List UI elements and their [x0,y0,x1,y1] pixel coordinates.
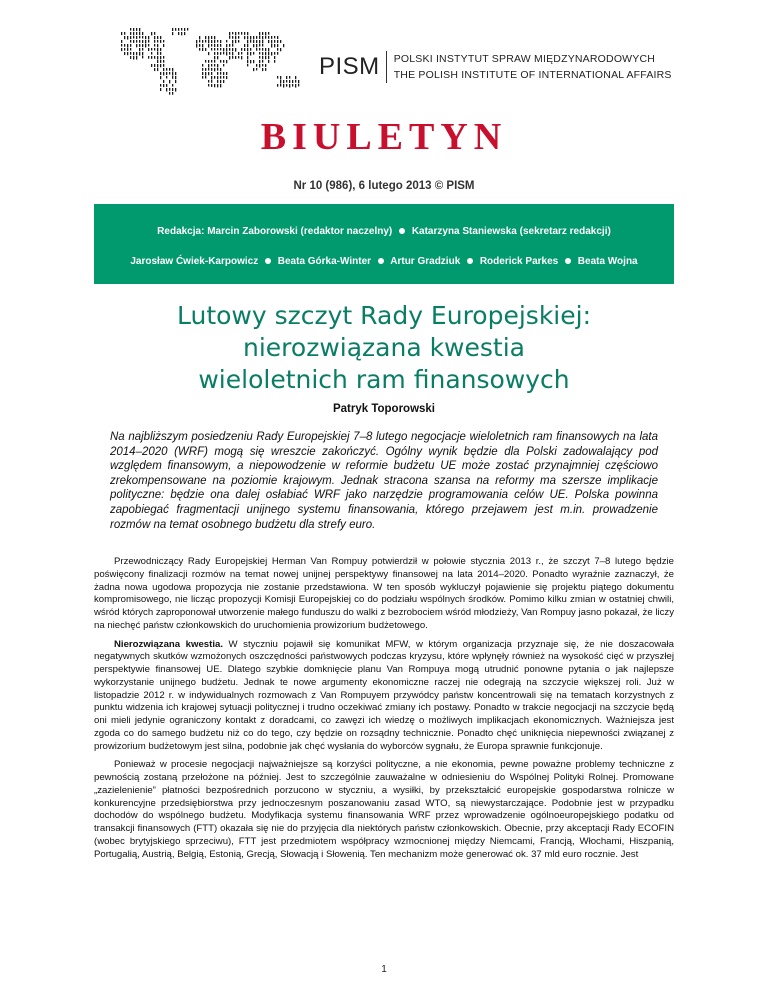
world-map-logo-icon [110,22,315,100]
pism-logo [319,49,672,85]
section-heading: Nierozwiązana kwestia. [114,638,223,650]
article-body [94,556,674,867]
article-title-line: wieloletnich ram finansowych [198,365,570,394]
editor-name: Artur Gradziuk [390,256,461,267]
header [0,0,768,110]
editorial-board-box [94,204,674,284]
article-title [94,300,674,396]
editor-name: Roderick Parkes [479,256,559,267]
editor-name: Jarosław Ćwiek-Karpowicz [130,256,259,267]
institute-name-en: THE POLISH INSTITUTE OF INTERNATIONAL AFFAIRS [393,69,672,81]
article-author: Patryk Toporowski [332,403,436,415]
institute-name [387,51,672,83]
pism-logo-mark: PISM [319,51,387,83]
editor-name: Beata Wojna [577,256,638,267]
body-paragraph-text: W styczniu pojawił się komunikat MFW, w którym organizacja przyznaje się, że nie doszacowała negatywnych skutków wzmożonych oszczędności państwowych podczas kryzysu, które wpłynęły również na wysokość cięć w przyszłej perspektywie finansowej UE. Dlatego szybkie domknięcie planu Van Rompuya mogą utrudnić ponowne pytania o jak najlepsze wykorzystanie unijnego budżetu. Jednak te nowe argumenty ekonomiczne raczej nie odegrają na szczycie większej roli. Już w listopadzie 2012 r. w indywidualnych rozmowach z Van Rompuyem przywódcy państw koncentrowali się na tematach korzystnych z punktu widzenia ich krajowej sytuacji politycznej i trudno oczekiwać zmiany ich postawy. Ponadto w trakcie negocjacji na szczycie będą oni mieli jedynie ograniczony kontakt z doradcami, co zawęzi ich wiedzę o możliwych implikacjach ekonomicznych. Ważniejsza jest zgoda co do samego budżetu niż co do tego, czy będzie on rozsądny technicznie. Ponadto chęć uniknięcia niepewności związanej z prowizorium budżetowym jest silna, podobnie jak chęć wysłania do wyborców sygnału, że Europa sprawnie funkcjonuje. [94,638,674,752]
editorial-board-line-1 [94,217,674,247]
bulletin-title: BIULETYN [260,116,508,158]
editor-in-chief: Redakcja: Marcin Zaborowski (redaktor naczelny) [157,226,393,237]
institute-name-pl: POLSKI INSTYTUT SPRAW MIĘDZYNARODOWYCH [393,53,656,65]
bullet-icon [399,228,405,234]
body-paragraph [94,639,674,754]
editorial-secretary: Katarzyna Staniewska (sekretarz redakcji) [411,226,611,237]
article-lead: Na najbliższym posiedzeniu Rady Europejskiej 7–8 lutego negocjacje wieloletnich ram finansowych na lata 2014–2020 (WRF) mogą się wreszcie zakończyć. Ogólny wynik będzie dla Polski zadowalający pod względem finansowym, a niepowodzenie w reformie budżetu UE może zostać przynajmniej częściowo zrekompensowane na poziomie krajowym. Jednak stracona szansa na reformy ma szersze implikacje polityczne: będzie ona dalej osłabiać WRF jako narzędzie programowania celów UE. Polska powinna zapobiegać fragmentacji unijnego systemu finansowania, którego przejawem jest m.in. prowadzenie rozmów na temat osobnego budżetu dla strefy euro. [110,431,658,531]
body-paragraph: Ponieważ w procesie negocjacji najważniejsze są korzyści polityczne, a nie ekonomia, pewne poważne problemy techniczne z pewnością zostaną przełożone na później. Jest to szczególnie zauważalne w odniesieniu do Wspólnej Polityki Rolnej. Promowane „zazielenienie” płatności bezpośrednich porzucono w styczniu, a wysiłki, by przekształcić europejskie gospodarstwa rolnicze w konkurencyjne przedsiębiorstwa przy jednoczesnym poszanowaniu zasad WTO, są niewystarczające. Podobnie jest w przypadku dochodów do wspólnego budżetu. Modyfikacja systemu finansowania WRF przez wprowadzenie ogólnoeuropejskiego podatku od transakcji finansowych (FTT) okazała się nie do przyjęcia dla niektórych państw członkowskich. Obecnie, przy akceptacji Rady ECOFIN (wobec brytyjskiego sprzeciwu), FTT jest przedmiotem współpracy wzmocnionej między Niemcami, Francją, Włochami, Hiszpanią, Portugalią, Austrią, Belgią, Estonią, Grecją, Słowacją i Słowenią. Ten mechanizm może generować ok. 37 mld euro rocznie. Jest [94,759,674,860]
issue-line: Nr 10 (986), 6 lutego 2013 © PISM [293,180,475,192]
bullet-icon [467,258,473,264]
bullet-icon [565,258,571,264]
article-title-line: nierozwiązana kwestia [243,333,525,362]
bullet-icon [265,258,271,264]
article-title-line: Lutowy szczyt Rady Europejskiej: [177,301,591,330]
editor-name: Beata Górka-Winter [277,256,372,267]
editorial-board-line-2 [94,247,674,277]
page-number: 1 [381,964,387,975]
bullet-icon [378,258,384,264]
body-paragraph: Przewodniczący Rady Europejskiej Herman Van Rompuy potwierdził w połowie stycznia 2013 r., że szczyt 7–8 lutego będzie poświęcony finalizacji rozmów na temat nowej unijnej perspektywy finansowej na lata 2014–2020. Ponadto wyraźnie zaznaczył, że żadna nowa ugodowa propozycja nie zostanie przedstawiona. W ten sposób wykluczył pojawienie się projektu piątego dokumentu kompromisowego, nie licząc propozycji Komisji Europejskiej co do podziału wspólnych środków. Pomimo kilku zmian w ostatniej chwili, wśród których zaproponował utworzenie małego funduszu do walki z bezrobociem wśród młodzieży, Van Rompuy jasno pokazał, że liczy na niechęć państw członkowskich do uruchomienia prowizorium budżetowego. [94,556,674,631]
